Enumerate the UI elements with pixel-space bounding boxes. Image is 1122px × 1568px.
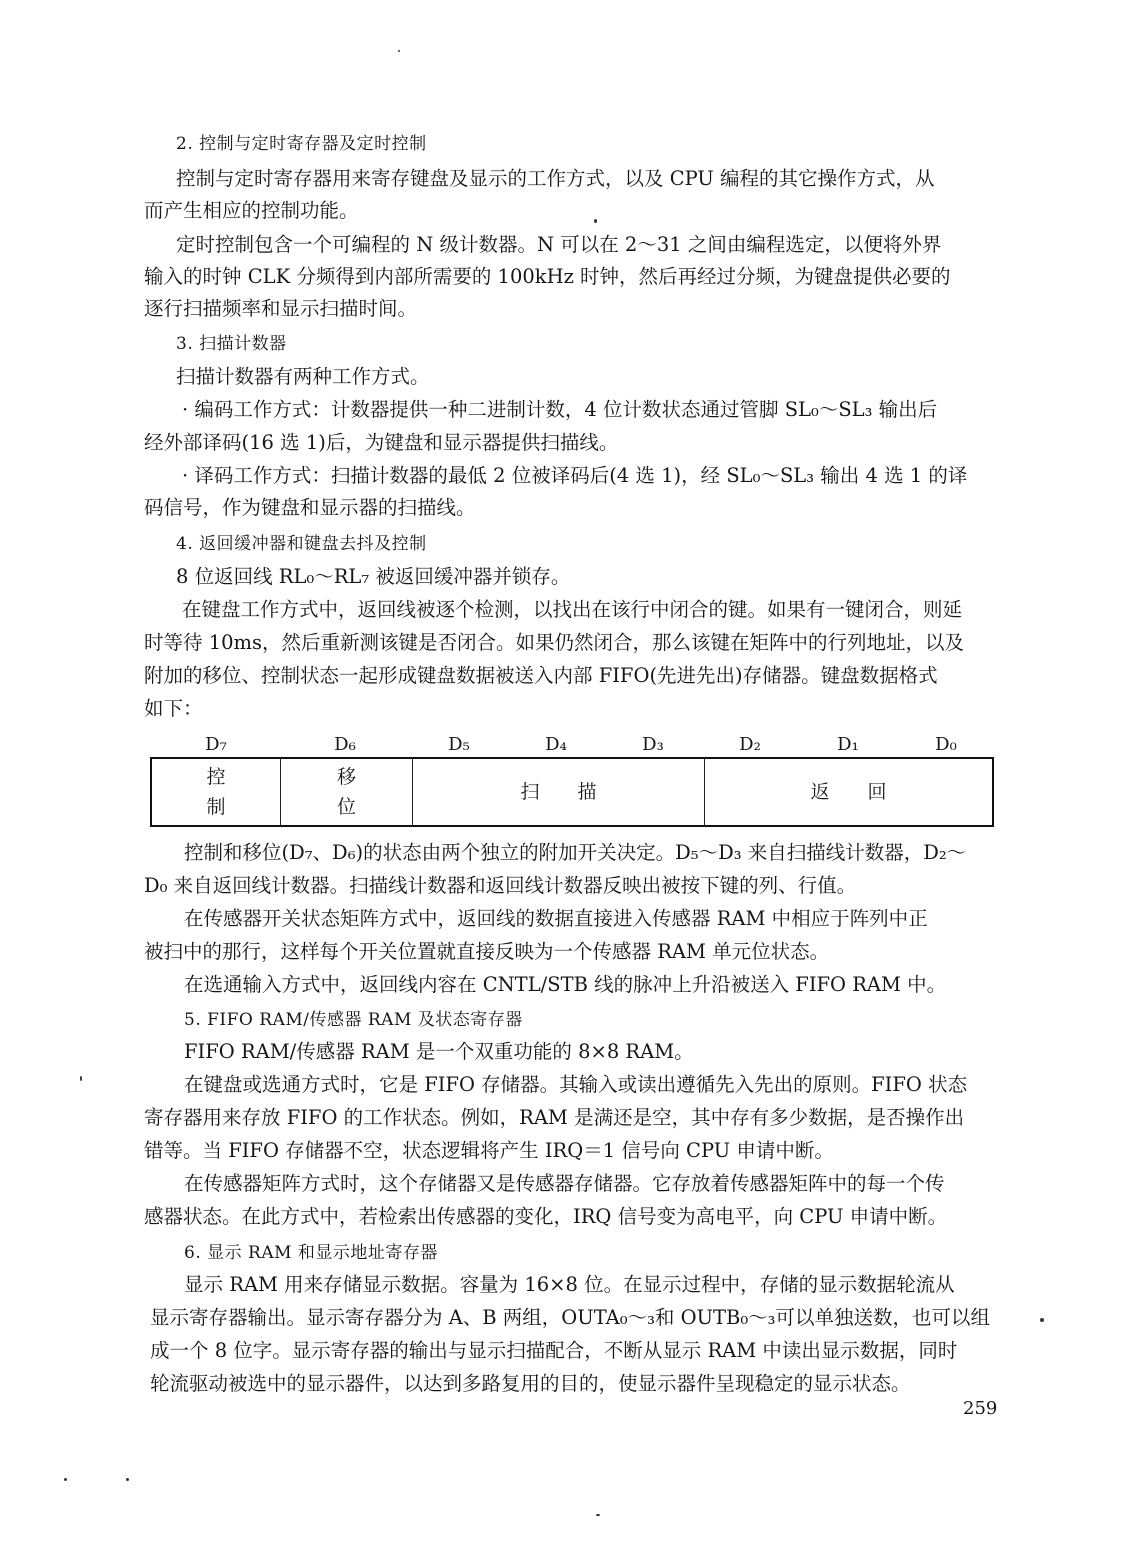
paragraph-line: 而产生相应的控制功能。 bbox=[144, 199, 359, 222]
paragraph-line: 感器状态。在此方式中，若检索出传感器的变化，IRQ 信号变为高电平，向 CPU 申请中断。 bbox=[144, 1205, 948, 1228]
section-heading-4: 4. 返回缓冲器和键盘去抖及控制 bbox=[176, 534, 427, 554]
scan-speck bbox=[1040, 1318, 1044, 1322]
scan-speck bbox=[398, 50, 400, 52]
paragraph-line: 在传感器开关状态矩阵方式中，返回线的数据直接进入传感器 RAM 中相应于阵列中正 bbox=[184, 907, 928, 930]
page-number: 259 bbox=[963, 1398, 998, 1419]
cell-text: 返 回 bbox=[810, 781, 887, 803]
paragraph-line: 输入的时钟 CLK 分频得到内部所需要的 100kHz 时钟，然后再经过分频，为键盘提供必要的 bbox=[144, 265, 951, 288]
cell-text: 位 bbox=[336, 796, 356, 818]
keyboard-data-format-table bbox=[150, 757, 994, 827]
paragraph-line: 在选通输入方式中，返回线内容在 CNTL/STB 线的脉冲上升沿被送入 FIFO RAM 中。 bbox=[184, 973, 947, 996]
bullet-line: · 编码工作方式：计数器提供一种二进制计数，4 位计数状态通过管脚 SL₀～SL₃ 输出后 bbox=[182, 398, 938, 421]
paragraph-line: 轮流驱动被选中的显示器件，以达到多路复用的目的，使显示器件呈现稳定的显示状态。 bbox=[150, 1372, 911, 1395]
bit-label: D₄ bbox=[545, 734, 567, 755]
scan-speck bbox=[596, 1514, 600, 1516]
paragraph-line: 如下： bbox=[144, 697, 203, 720]
scan-speck bbox=[64, 1478, 67, 1481]
paragraph-line: 经外部译码(16 选 1)后，为键盘和显示器提供扫描线。 bbox=[144, 431, 619, 454]
bullet-line: · 译码工作方式：扫描计数器的最低 2 位被译码后(4 选 1)，经 SL₀～SL₃ 输出 4 选 1 的译 bbox=[182, 464, 968, 487]
paragraph-line: 在传感器矩阵方式时，这个存储器又是传感器存储器。它存放着传感器矩阵中的每一个传 bbox=[184, 1172, 945, 1195]
format-cell-shift bbox=[281, 759, 413, 825]
paragraph-line: 寄存器用来存放 FIFO 的工作状态。例如，RAM 是满还是空，其中存有多少数据，是否操作出 bbox=[144, 1106, 965, 1129]
bit-label: D₀ bbox=[935, 734, 957, 755]
scan-speck bbox=[80, 1076, 82, 1081]
format-cell-control bbox=[152, 759, 281, 825]
paragraph-line: 在键盘或选通方式时，它是 FIFO 存储器。其输入或读出遵循先入先出的原则。FIFO 状态 bbox=[184, 1073, 968, 1096]
bit-labels-row bbox=[150, 734, 996, 756]
cell-text: 控 bbox=[206, 766, 226, 788]
cell-text: 制 bbox=[206, 796, 226, 818]
format-cell-scan bbox=[413, 759, 705, 825]
format-cell-return bbox=[705, 759, 992, 825]
bit-label: D₇ bbox=[205, 734, 227, 755]
paragraph-line: 8 位返回线 RL₀～RL₇ 被返回缓冲器并锁存。 bbox=[176, 565, 571, 588]
scan-speck bbox=[126, 1478, 129, 1481]
section-heading-6: 6. 显示 RAM 和显示地址寄存器 bbox=[184, 1243, 438, 1263]
paragraph-line: 成一个 8 位字。显示寄存器的输出与显示扫描配合，不断从显示 RAM 中读出显示数据，同时 bbox=[150, 1339, 958, 1362]
paragraph-line: 逐行扫描频率和显示扫描时间。 bbox=[144, 297, 418, 320]
paragraph-line: 时等待 10ms，然后重新测该键是否闭合。如果仍然闭合，那么该键在矩阵中的行列地址，以及 bbox=[144, 631, 965, 654]
paragraph-line: 被扫中的那行，这样每个开关位置就直接反映为一个传感器 RAM 单元位状态。 bbox=[144, 940, 830, 963]
paragraph-line: 附加的移位、控制状态一起形成键盘数据被送入内部 FIFO(先进先出)存储器。键盘数据格式 bbox=[144, 664, 938, 687]
paragraph-line: 码信号，作为键盘和显示器的扫描线。 bbox=[144, 496, 476, 519]
cell-text: 移 bbox=[336, 766, 356, 788]
cell-text: 扫 描 bbox=[520, 781, 597, 803]
paragraph-line: 控制和移位(D₇、D₆)的状态由两个独立的附加开关决定。D₅～D₃ 来自扫描线计数器，D₂～ bbox=[184, 841, 967, 864]
paragraph-line: FIFO RAM/传感器 RAM 是一个双重功能的 8×8 RAM。 bbox=[184, 1040, 694, 1063]
scan-speck bbox=[594, 219, 597, 223]
paragraph-line: D₀ 来自返回线计数器。扫描线计数器和返回线计数器反映出被按下键的列、行值。 bbox=[144, 874, 857, 897]
bit-label: D₅ bbox=[448, 734, 470, 755]
bit-label: D₆ bbox=[334, 734, 356, 755]
paragraph-line: 显示寄存器输出。显示寄存器分为 A、B 两组，OUTA₀～₃和 OUTB₀～₃可以单独送数，也可以组 bbox=[150, 1306, 990, 1329]
paragraph-line: 定时控制包含一个可编程的 N 级计数器。N 可以在 2～31 之间由编程选定，以便将外界 bbox=[176, 233, 942, 256]
section-heading-5: 5. FIFO RAM/传感器 RAM 及状态寄存器 bbox=[184, 1010, 523, 1030]
section-heading-3: 3. 扫描计数器 bbox=[176, 334, 287, 354]
bit-label: D₁ bbox=[837, 734, 859, 755]
paragraph-line: 控制与定时寄存器用来寄存键盘及显示的工作方式，以及 CPU 编程的其它操作方式，从 bbox=[176, 167, 935, 190]
bit-label: D₃ bbox=[642, 734, 664, 755]
paragraph-line: 显示 RAM 用来存储显示数据。容量为 16×8 位。在显示过程中，存储的显示数据轮流从 bbox=[184, 1273, 955, 1296]
paragraph-line: 错等。当 FIFO 存储器不空，状态逻辑将产生 IRQ＝1 信号向 CPU 申请中断。 bbox=[144, 1139, 834, 1162]
paragraph-line: 在键盘工作方式中，返回线被逐个检测，以找出在该行中闭合的键。如果有一键闭合，则延 bbox=[182, 598, 963, 621]
paragraph-line: 扫描计数器有两种工作方式。 bbox=[176, 365, 430, 388]
bit-label: D₂ bbox=[739, 734, 761, 755]
section-heading-2: 2. 控制与定时寄存器及定时控制 bbox=[176, 134, 427, 154]
